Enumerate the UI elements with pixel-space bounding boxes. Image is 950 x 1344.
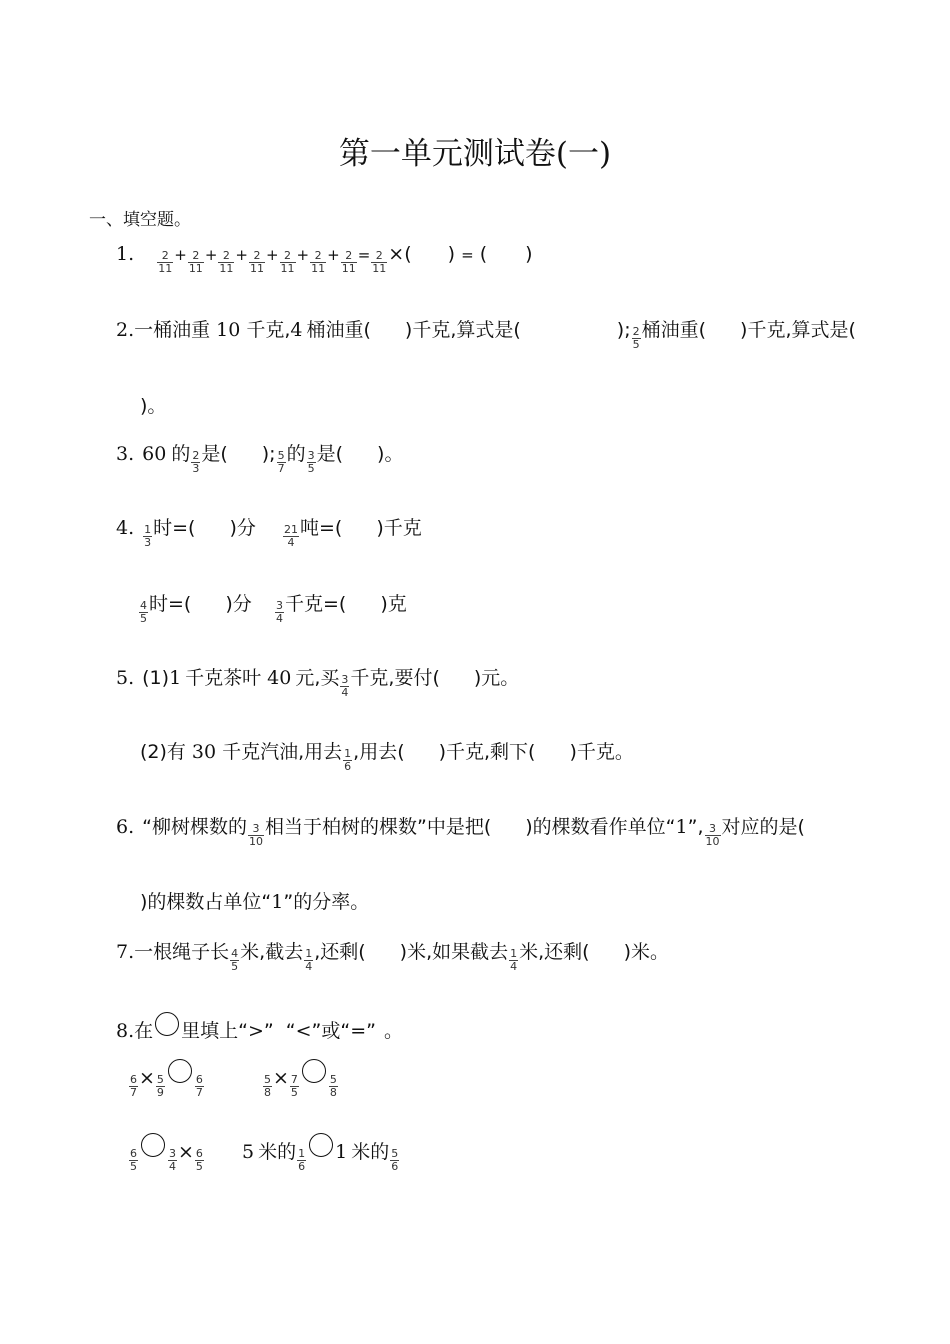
compare-row-2a [128,1140,205,1173]
q-number: 3. [116,443,135,465]
answer-circle[interactable] [168,1059,192,1083]
paren-open: ( [479,243,488,265]
text: 10 [216,319,241,341]
times-sign: × [139,1067,155,1089]
q-number: 7. [116,941,135,963]
text: )米。 [623,941,669,963]
text: )克 [380,593,407,615]
text: )分 [225,593,252,615]
text: 。 [383,1020,403,1042]
question-2-cont: )。 [140,395,167,417]
text: 里填上“ [181,1020,248,1042]
text: 对应的是( [721,816,805,838]
text: ); [616,319,631,341]
fraction: $\frac{1}{6}$ [298,1147,306,1173]
times-sign: × [178,1141,194,1163]
text: 在 [134,1020,154,1042]
text: ”或“ [311,1020,351,1042]
text: “ [285,1020,296,1042]
text: ” [263,1020,274,1042]
text: 30 [191,741,217,763]
fraction: $\frac{5}{8}$ [264,1073,271,1099]
fraction: $\frac{2}{11}$ [158,249,173,275]
question-4-part-3 [138,592,252,625]
question-5 [116,666,520,699]
text: (2)有 [140,741,186,763]
text: )千克,算式是( [740,319,856,341]
q-number: 1. [116,243,135,265]
equals-sign: = [461,246,474,264]
text: 桶油重( [306,319,371,341]
fraction: $\frac{6}{7}$ [130,1073,137,1099]
fraction: $\frac{5}{8}$ [329,1073,337,1099]
text: )。 [377,443,404,465]
fraction: $\frac{1}{6}$ [344,747,352,773]
text: ”, [687,816,704,838]
times-sign: × [388,243,405,265]
answer-circle[interactable] [309,1133,333,1157]
text: 千克=( [285,593,347,615]
question-2 [116,318,856,351]
fraction: $\frac{6}{7}$ [195,1073,203,1099]
question-4-part-4 [274,592,407,625]
text: 千克汽油,用去 [222,741,343,763]
page-title: 第一单元测试卷(一) [338,136,612,172]
text: 千克, [246,319,291,341]
text: )的棵数占单位“ [140,891,272,913]
text: 米,截去 [240,941,304,963]
text: 吨=( [300,517,343,539]
paren-open: ( [404,243,412,265]
fraction: $\frac{3}{4}$ [341,673,349,699]
fraction: $\frac{2}{3}$ [192,449,200,475]
text: )千克。 [569,741,634,763]
fraction: $\frac{3}{4}$ [169,1147,176,1173]
question-7 [116,940,669,973]
fraction: $\frac{21}{4}$ [284,523,298,549]
text: ,还剩( [314,941,366,963]
text: > [248,1020,264,1042]
paren-close: ) [525,243,533,265]
fraction: $\frac{2}{11}$ [219,249,234,275]
fraction: $\frac{2}{5}$ [632,325,640,351]
text: 千克茶叶 [185,667,262,689]
question-6 [116,815,805,848]
fraction: $\frac{2}{11}$ [249,249,264,275]
section-heading: 一、填空题。 [89,210,191,230]
text: )元。 [473,667,520,689]
text: (1) [142,667,170,689]
text: 4 [290,319,303,341]
text: ” [366,1020,376,1042]
text: = [350,1020,367,1042]
text: 千克,要付( [350,667,440,689]
q-number: 8. [116,1020,135,1042]
text: 的 [286,443,306,465]
fraction: $\frac{6}{5}$ [130,1147,137,1173]
text: )千克,算式是( [404,319,521,341]
fraction: $\frac{5}{6}$ [391,1147,399,1173]
question-4 [116,516,256,549]
fraction: $\frac{2}{11}$ [372,249,387,275]
text: )的棵数看作单位“ [525,816,676,838]
fraction: $\frac{3}{10}$ [705,822,720,848]
q-number: 2. [116,319,135,341]
text: )千克 [376,517,422,539]
text: 1 [335,1141,348,1163]
plus-sign: + [265,246,279,264]
fraction: $\frac{3}{4}$ [276,599,283,625]
text: )分 [229,517,256,539]
compare-row-1a [128,1066,205,1099]
q-number: 6. [116,816,135,838]
fraction: $\frac{1}{4}$ [305,947,313,973]
answer-circle[interactable] [141,1133,165,1157]
q-number: 4. [116,517,135,539]
text: ”的分率。 [283,891,370,913]
text: “柳树棵数的 [142,816,247,838]
plus-sign: + [296,246,310,264]
fraction: $\frac{2}{11}$ [311,249,326,275]
text: 的 [171,443,191,465]
fraction: $\frac{2}{11}$ [188,249,203,275]
fraction: $\frac{7}{5}$ [290,1073,298,1099]
paren-close: ) [447,243,456,265]
fraction: $\frac{4}{5}$ [231,947,239,973]
compare-row-1b [262,1066,339,1099]
text: 一桶油重 [134,319,211,341]
answer-circle[interactable] [302,1059,326,1083]
fraction: $\frac{4}{5}$ [140,599,147,625]
fraction: $\frac{2}{11}$ [280,249,295,275]
text: )千克,剩下( [438,741,536,763]
question-5-part-2 [140,740,634,773]
text: ,用去( [353,741,405,763]
text: 米的 [258,1141,297,1163]
plus-sign: + [235,246,248,264]
fraction: $\frac{3}{5}$ [307,449,315,475]
plus-sign: + [204,246,218,264]
text: 米,还剩( [519,941,590,963]
text: ); [261,443,276,465]
question-4-part-2 [282,516,422,549]
text: 相当于柏树的棵数”中是把( [264,816,492,838]
text: 桶油重( [641,319,707,341]
text: 1 [271,891,284,913]
text: 是( [316,443,344,465]
fraction: $\frac{5}{7}$ [277,449,285,475]
fraction: $\frac{3}{10}$ [248,822,263,848]
text: 元,买 [295,667,340,689]
question-3 [116,442,404,475]
compare-circle-icon [155,1012,179,1036]
text: 5 [242,1141,255,1163]
text: 60 [142,443,167,465]
text: < [295,1020,312,1042]
fraction: $\frac{1}{4}$ [510,947,518,973]
question-8 [116,1019,403,1044]
text: 米的 [351,1141,390,1163]
compare-row-2b [242,1140,400,1173]
times-sign: × [273,1067,289,1089]
text: 一根绳子长 [134,941,230,963]
fraction: $\frac{2}{11}$ [341,249,356,275]
equals-sign: = [357,246,371,264]
text: 是( [201,443,228,465]
text: 1 [169,667,182,689]
plus-sign: + [327,246,340,264]
plus-sign: + [174,246,187,264]
fraction: $\frac{1}{3}$ [144,523,152,549]
question-1 [116,242,533,275]
fraction: $\frac{5}{9}$ [156,1073,164,1099]
q-number: 5. [116,667,135,689]
text: 40 [267,667,292,689]
text: 时=( [149,593,192,615]
text: 时=( [153,517,196,539]
text: )米,如果截去 [399,941,509,963]
text: 1 [675,816,688,838]
fraction: $\frac{6}{5}$ [195,1147,203,1173]
question-6-cont [140,890,369,914]
